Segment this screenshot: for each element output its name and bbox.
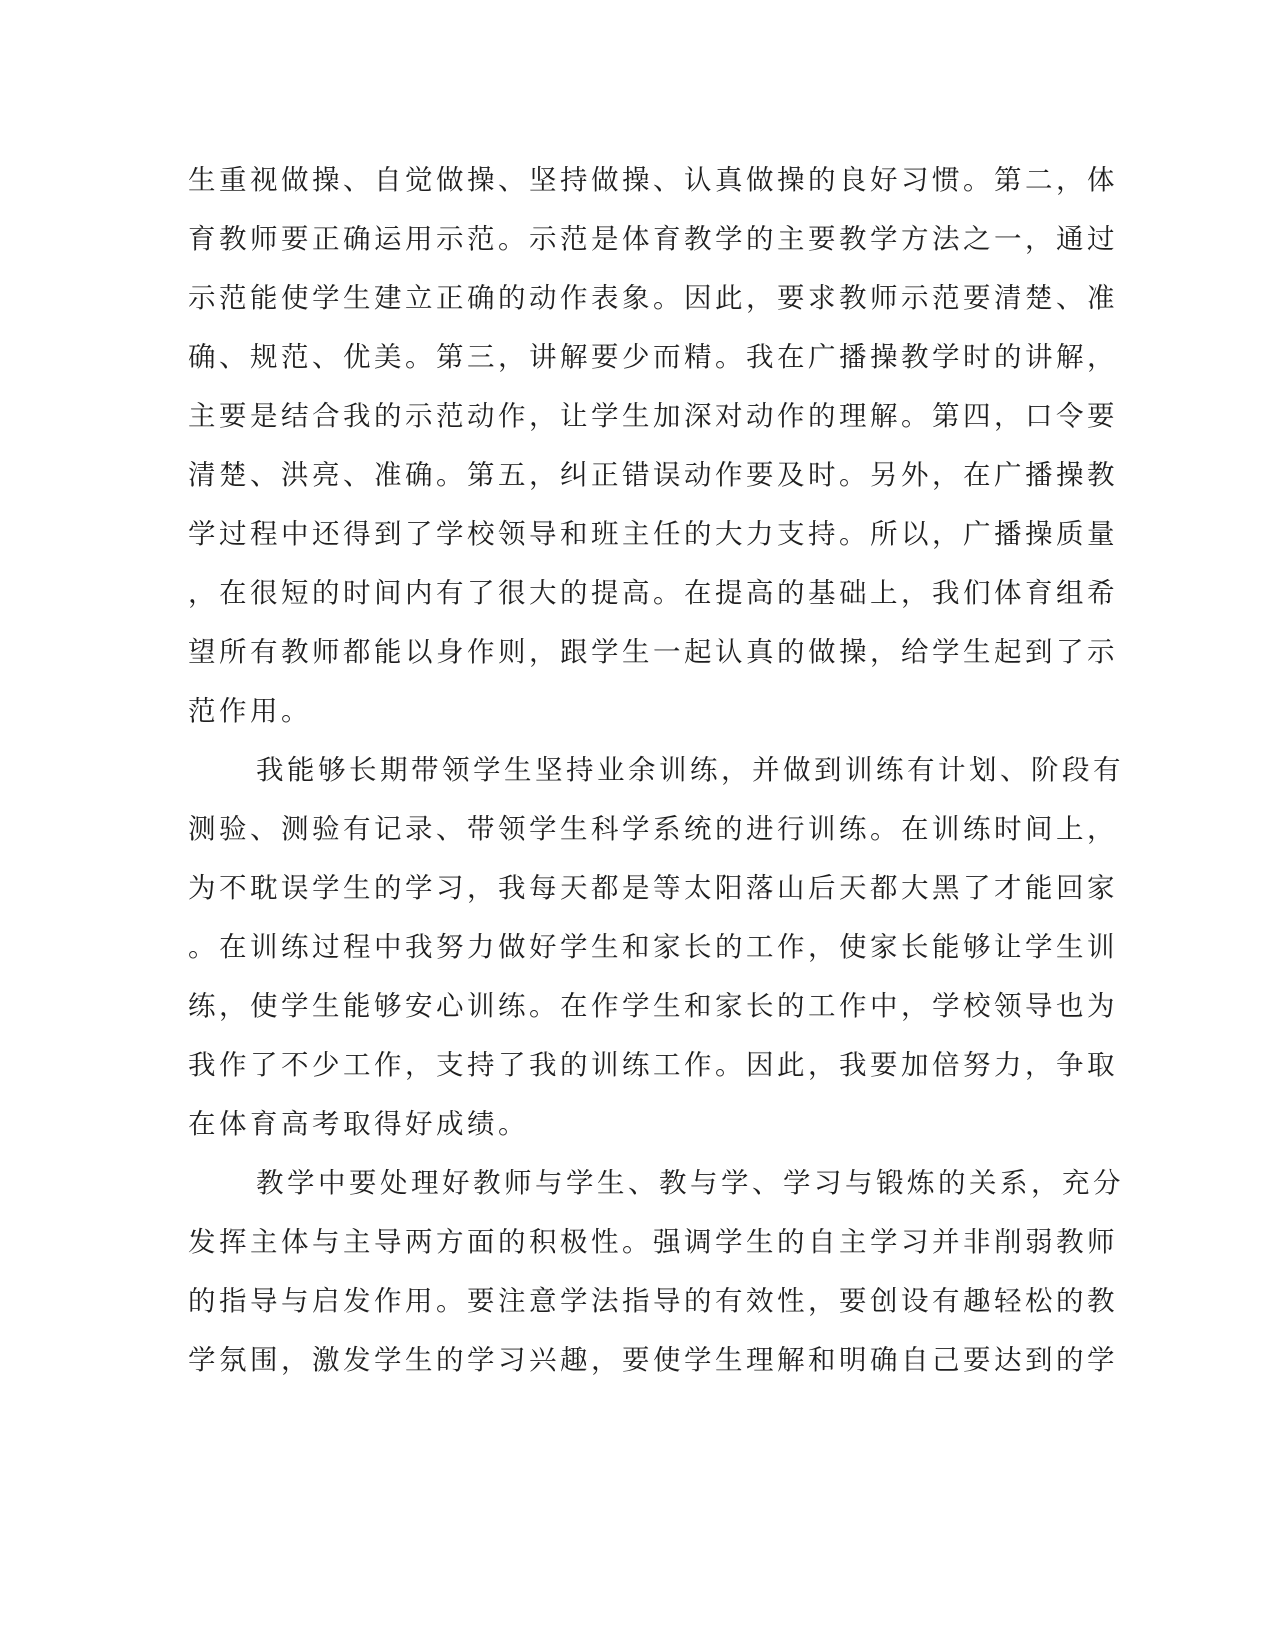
paragraph-1-line-8: ，在很短的时间内有了很大的提高。在提高的基础上，我们体育组希 <box>188 577 1118 609</box>
paragraph-3-line-4: 学氛围，激发学生的学习兴趣，要使学生理解和明确自己要达到的学 <box>188 1344 1118 1376</box>
paragraph-1-line-7: 学过程中还得到了学校领导和班主任的大力支持。所以，广播操质量 <box>188 518 1118 550</box>
paragraph-2-line-7: 在体育高考取得好成绩。 <box>188 1108 529 1140</box>
paragraph-2-line-2: 测验、测验有记录、带领学生科学系统的进行训练。在训练时间上， <box>188 813 1118 845</box>
paragraph-1-line-1: 生重视做操、自觉做操、坚持做操、认真做操的良好习惯。第二，体 <box>188 164 1118 196</box>
paragraph-1-line-9: 望所有教师都能以身作则，跟学生一起认真的做操，给学生起到了示 <box>188 636 1118 668</box>
paragraph-1-line-5: 主要是结合我的示范动作，让学生加深对动作的理解。第四，口令要 <box>188 400 1118 432</box>
paragraph-1-line-2: 育教师要正确运用示范。示范是体育教学的主要教学方法之一，通过 <box>188 223 1118 255</box>
paragraph-1-line-6: 清楚、洪亮、准确。第五，纠正错误动作要及时。另外，在广播操教 <box>188 459 1118 491</box>
paragraph-1-line-3: 示范能使学生建立正确的动作表象。因此，要求教师示范要清楚、准 <box>188 282 1118 314</box>
paragraph-2-line-4: 。在训练过程中我努力做好学生和家长的工作，使家长能够让学生训 <box>188 931 1118 963</box>
paragraph-2-line-6: 我作了不少工作，支持了我的训练工作。因此，我要加倍努力，争取 <box>188 1049 1118 1081</box>
paragraph-3-line-1: 教学中要处理好教师与学生、教与学、学习与锻炼的关系，充分 <box>256 1167 1124 1199</box>
paragraph-3-line-3: 的指导与启发作用。要注意学法指导的有效性，要创设有趣轻松的教 <box>188 1285 1118 1317</box>
paragraph-2-line-3: 为不耽误学生的学习，我每天都是等太阳落山后天都大黑了才能回家 <box>188 872 1118 904</box>
paragraph-1-line-10: 范作用。 <box>188 695 312 727</box>
paragraph-2-line-1: 我能够长期带领学生坚持业余训练，并做到训练有计划、阶段有 <box>256 754 1124 786</box>
paragraph-2-line-5: 练，使学生能够安心训练。在作学生和家长的工作中，学校领导也为 <box>188 990 1118 1022</box>
paragraph-3-line-2: 发挥主体与主导两方面的积极性。强调学生的自主学习并非削弱教师 <box>188 1226 1118 1258</box>
paragraph-1-line-4: 确、规范、优美。第三，讲解要少而精。我在广播操教学时的讲解， <box>188 341 1118 373</box>
